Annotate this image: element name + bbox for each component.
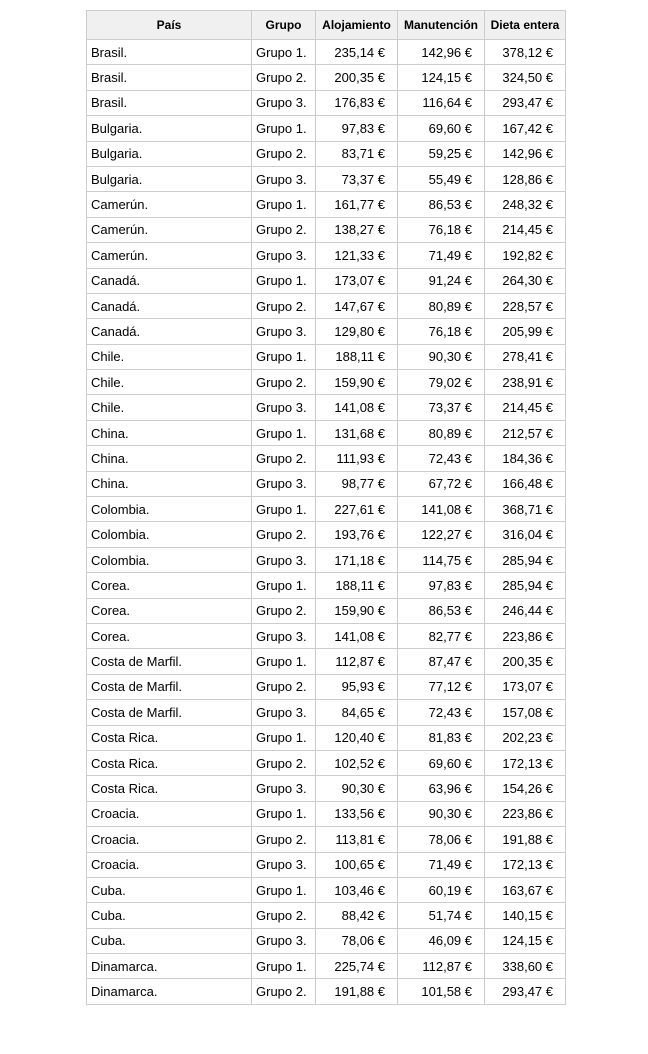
cell-lodging: 133,56 € (316, 801, 398, 826)
cell-meals: 51,74 € (398, 903, 485, 928)
table-row (87, 166, 566, 191)
cell-lodging: 188,11 € (316, 573, 398, 598)
table-row (87, 65, 566, 90)
cell-meals: 73,37 € (398, 395, 485, 420)
cell-meals: 86,53 € (398, 598, 485, 623)
cell-meals: 46,09 € (398, 928, 485, 953)
cell-full-allowance: 192,82 € (485, 243, 566, 268)
cell-meals: 82,77 € (398, 623, 485, 648)
cell-lodging: 235,14 € (316, 40, 398, 65)
cell-country: Corea. (87, 623, 252, 648)
table-row (87, 725, 566, 750)
cell-full-allowance: 293,47 € (485, 979, 566, 1004)
cell-country: China. (87, 471, 252, 496)
cell-country: Colombia. (87, 497, 252, 522)
cell-full-allowance: 191,88 € (485, 827, 566, 852)
cell-meals: 76,18 € (398, 319, 485, 344)
cell-country: Brasil. (87, 40, 252, 65)
cell-meals: 112,87 € (398, 954, 485, 979)
cell-meals: 142,96 € (398, 40, 485, 65)
cell-country: Croacia. (87, 827, 252, 852)
table-row (87, 319, 566, 344)
cell-country: Cuba. (87, 928, 252, 953)
cell-country: China. (87, 420, 252, 445)
cell-full-allowance: 140,15 € (485, 903, 566, 928)
cell-country: Canadá. (87, 319, 252, 344)
table-row (87, 395, 566, 420)
cell-full-allowance: 124,15 € (485, 928, 566, 953)
cell-full-allowance: 223,86 € (485, 623, 566, 648)
cell-full-allowance: 324,50 € (485, 65, 566, 90)
cell-lodging: 73,37 € (316, 166, 398, 191)
cell-meals: 72,43 € (398, 446, 485, 471)
cell-country: Costa de Marfil. (87, 700, 252, 725)
cell-full-allowance: 166,48 € (485, 471, 566, 496)
cell-lodging: 191,88 € (316, 979, 398, 1004)
cell-meals: 69,60 € (398, 116, 485, 141)
cell-group: Grupo 2. (252, 141, 316, 166)
cell-lodging: 129,80 € (316, 319, 398, 344)
cell-full-allowance: 248,32 € (485, 192, 566, 217)
cell-full-allowance: 128,86 € (485, 166, 566, 191)
cell-lodging: 141,08 € (316, 623, 398, 648)
table-row (87, 90, 566, 115)
cell-full-allowance: 154,26 € (485, 776, 566, 801)
cell-country: Costa Rica. (87, 725, 252, 750)
cell-full-allowance: 338,60 € (485, 954, 566, 979)
cell-lodging: 121,33 € (316, 243, 398, 268)
cell-lodging: 173,07 € (316, 268, 398, 293)
cell-lodging: 88,42 € (316, 903, 398, 928)
column-header-full-allowance: Dieta entera (485, 11, 566, 40)
cell-meals: 59,25 € (398, 141, 485, 166)
cell-meals: 80,89 € (398, 293, 485, 318)
cell-meals: 76,18 € (398, 217, 485, 242)
table-row (87, 928, 566, 953)
cell-group: Grupo 3. (252, 623, 316, 648)
cell-group: Grupo 3. (252, 319, 316, 344)
cell-meals: 63,96 € (398, 776, 485, 801)
table-row (87, 598, 566, 623)
cell-country: Costa de Marfil. (87, 674, 252, 699)
cell-lodging: 200,35 € (316, 65, 398, 90)
cell-full-allowance: 157,08 € (485, 700, 566, 725)
cell-meals: 116,64 € (398, 90, 485, 115)
table-row (87, 801, 566, 826)
cell-lodging: 171,18 € (316, 547, 398, 572)
cell-full-allowance: 238,91 € (485, 370, 566, 395)
cell-group: Grupo 2. (252, 674, 316, 699)
cell-meals: 69,60 € (398, 750, 485, 775)
cell-full-allowance: 172,13 € (485, 750, 566, 775)
table-row (87, 344, 566, 369)
cell-meals: 78,06 € (398, 827, 485, 852)
cell-full-allowance: 205,99 € (485, 319, 566, 344)
table-row (87, 674, 566, 699)
cell-lodging: 103,46 € (316, 877, 398, 902)
cell-meals: 122,27 € (398, 522, 485, 547)
cell-lodging: 102,52 € (316, 750, 398, 775)
cell-meals: 80,89 € (398, 420, 485, 445)
cell-meals: 60,19 € (398, 877, 485, 902)
cell-lodging: 84,65 € (316, 700, 398, 725)
cell-meals: 77,12 € (398, 674, 485, 699)
cell-country: Chile. (87, 370, 252, 395)
table-row (87, 877, 566, 902)
cell-group: Grupo 3. (252, 243, 316, 268)
cell-lodging: 112,87 € (316, 649, 398, 674)
cell-full-allowance: 214,45 € (485, 217, 566, 242)
table-header (87, 11, 566, 40)
cell-full-allowance: 163,67 € (485, 877, 566, 902)
cell-full-allowance: 293,47 € (485, 90, 566, 115)
cell-meals: 81,83 € (398, 725, 485, 750)
table-row (87, 471, 566, 496)
table-row (87, 446, 566, 471)
cell-lodging: 100,65 € (316, 852, 398, 877)
cell-meals: 124,15 € (398, 65, 485, 90)
table-row (87, 623, 566, 648)
allowance-table (86, 10, 566, 1005)
cell-lodging: 111,93 € (316, 446, 398, 471)
cell-lodging: 83,71 € (316, 141, 398, 166)
cell-country: Dinamarca. (87, 979, 252, 1004)
cell-lodging: 147,67 € (316, 293, 398, 318)
cell-group: Grupo 1. (252, 877, 316, 902)
cell-meals: 79,02 € (398, 370, 485, 395)
cell-group: Grupo 2. (252, 750, 316, 775)
table-row (87, 243, 566, 268)
cell-full-allowance: 264,30 € (485, 268, 566, 293)
cell-group: Grupo 1. (252, 192, 316, 217)
cell-country: Bulgaria. (87, 166, 252, 191)
cell-meals: 67,72 € (398, 471, 485, 496)
cell-full-allowance: 214,45 € (485, 395, 566, 420)
cell-country: Colombia. (87, 522, 252, 547)
cell-meals: 90,30 € (398, 801, 485, 826)
table-row (87, 370, 566, 395)
cell-full-allowance: 172,13 € (485, 852, 566, 877)
cell-lodging: 159,90 € (316, 598, 398, 623)
cell-lodging: 225,74 € (316, 954, 398, 979)
cell-group: Grupo 3. (252, 395, 316, 420)
cell-lodging: 98,77 € (316, 471, 398, 496)
cell-group: Grupo 3. (252, 471, 316, 496)
cell-lodging: 161,77 € (316, 192, 398, 217)
cell-full-allowance: 316,04 € (485, 522, 566, 547)
cell-meals: 86,53 € (398, 192, 485, 217)
cell-country: Croacia. (87, 852, 252, 877)
cell-lodging: 97,83 € (316, 116, 398, 141)
cell-country: Brasil. (87, 65, 252, 90)
cell-group: Grupo 1. (252, 954, 316, 979)
table-row (87, 217, 566, 242)
cell-group: Grupo 2. (252, 65, 316, 90)
cell-group: Grupo 2. (252, 903, 316, 928)
cell-group: Grupo 2. (252, 370, 316, 395)
cell-lodging: 138,27 € (316, 217, 398, 242)
cell-lodging: 95,93 € (316, 674, 398, 699)
cell-country: Chile. (87, 395, 252, 420)
cell-lodging: 78,06 € (316, 928, 398, 953)
cell-meals: 101,58 € (398, 979, 485, 1004)
cell-full-allowance: 223,86 € (485, 801, 566, 826)
column-header-meals: Manutención (398, 11, 485, 40)
cell-group: Grupo 3. (252, 928, 316, 953)
cell-full-allowance: 184,36 € (485, 446, 566, 471)
cell-meals: 71,49 € (398, 852, 485, 877)
cell-country: Dinamarca. (87, 954, 252, 979)
cell-group: Grupo 1. (252, 344, 316, 369)
table-row (87, 420, 566, 445)
table-row (87, 979, 566, 1004)
cell-country: Camerún. (87, 192, 252, 217)
cell-group: Grupo 3. (252, 700, 316, 725)
cell-lodging: 227,61 € (316, 497, 398, 522)
cell-meals: 114,75 € (398, 547, 485, 572)
table-row (87, 497, 566, 522)
cell-group: Grupo 3. (252, 852, 316, 877)
cell-full-allowance: 228,57 € (485, 293, 566, 318)
cell-group: Grupo 2. (252, 827, 316, 852)
cell-group: Grupo 1. (252, 801, 316, 826)
cell-full-allowance: 202,23 € (485, 725, 566, 750)
cell-lodging: 131,68 € (316, 420, 398, 445)
cell-country: Corea. (87, 573, 252, 598)
cell-meals: 141,08 € (398, 497, 485, 522)
cell-full-allowance: 200,35 € (485, 649, 566, 674)
header-row (87, 11, 566, 40)
cell-full-allowance: 378,12 € (485, 40, 566, 65)
table-body (87, 40, 566, 1005)
cell-full-allowance: 212,57 € (485, 420, 566, 445)
table-row (87, 903, 566, 928)
cell-group: Grupo 1. (252, 40, 316, 65)
cell-lodging: 193,76 € (316, 522, 398, 547)
table-row (87, 750, 566, 775)
cell-group: Grupo 1. (252, 497, 316, 522)
table-row (87, 547, 566, 572)
cell-group: Grupo 3. (252, 166, 316, 191)
cell-group: Grupo 2. (252, 979, 316, 1004)
cell-meals: 90,30 € (398, 344, 485, 369)
table-row (87, 268, 566, 293)
cell-full-allowance: 278,41 € (485, 344, 566, 369)
cell-group: Grupo 2. (252, 446, 316, 471)
table-row (87, 522, 566, 547)
cell-group: Grupo 1. (252, 573, 316, 598)
cell-country: Canadá. (87, 293, 252, 318)
cell-country: Croacia. (87, 801, 252, 826)
table-row (87, 192, 566, 217)
cell-full-allowance: 167,42 € (485, 116, 566, 141)
cell-country: Brasil. (87, 90, 252, 115)
table-row (87, 827, 566, 852)
cell-group: Grupo 3. (252, 776, 316, 801)
cell-country: Canadá. (87, 268, 252, 293)
table-row (87, 293, 566, 318)
cell-country: Cuba. (87, 877, 252, 902)
column-header-lodging: Alojamiento (316, 11, 398, 40)
cell-lodging: 90,30 € (316, 776, 398, 801)
cell-lodging: 159,90 € (316, 370, 398, 395)
cell-lodging: 188,11 € (316, 344, 398, 369)
table-row (87, 852, 566, 877)
cell-group: Grupo 2. (252, 598, 316, 623)
cell-lodging: 113,81 € (316, 827, 398, 852)
cell-country: Camerún. (87, 217, 252, 242)
cell-country: Bulgaria. (87, 116, 252, 141)
table-row (87, 141, 566, 166)
cell-meals: 55,49 € (398, 166, 485, 191)
cell-group: Grupo 3. (252, 90, 316, 115)
cell-full-allowance: 285,94 € (485, 573, 566, 598)
cell-lodging: 176,83 € (316, 90, 398, 115)
table-row (87, 573, 566, 598)
cell-country: China. (87, 446, 252, 471)
table-row (87, 700, 566, 725)
column-header-group: Grupo (252, 11, 316, 40)
cell-group: Grupo 2. (252, 217, 316, 242)
cell-country: Corea. (87, 598, 252, 623)
table-row (87, 954, 566, 979)
cell-country: Cuba. (87, 903, 252, 928)
cell-group: Grupo 1. (252, 116, 316, 141)
cell-group: Grupo 1. (252, 268, 316, 293)
table-row (87, 116, 566, 141)
cell-meals: 71,49 € (398, 243, 485, 268)
cell-country: Costa Rica. (87, 750, 252, 775)
cell-group: Grupo 1. (252, 420, 316, 445)
cell-country: Bulgaria. (87, 141, 252, 166)
cell-full-allowance: 142,96 € (485, 141, 566, 166)
cell-country: Costa de Marfil. (87, 649, 252, 674)
table-row (87, 776, 566, 801)
cell-full-allowance: 173,07 € (485, 674, 566, 699)
cell-lodging: 141,08 € (316, 395, 398, 420)
cell-group: Grupo 2. (252, 293, 316, 318)
cell-full-allowance: 285,94 € (485, 547, 566, 572)
table-row (87, 649, 566, 674)
cell-lodging: 120,40 € (316, 725, 398, 750)
cell-group: Grupo 3. (252, 547, 316, 572)
cell-meals: 97,83 € (398, 573, 485, 598)
cell-country: Chile. (87, 344, 252, 369)
cell-meals: 72,43 € (398, 700, 485, 725)
cell-country: Costa Rica. (87, 776, 252, 801)
cell-group: Grupo 2. (252, 522, 316, 547)
cell-full-allowance: 368,71 € (485, 497, 566, 522)
table-row (87, 40, 566, 65)
cell-country: Colombia. (87, 547, 252, 572)
cell-full-allowance: 246,44 € (485, 598, 566, 623)
cell-country: Camerún. (87, 243, 252, 268)
column-header-country: País (87, 11, 252, 40)
cell-meals: 91,24 € (398, 268, 485, 293)
cell-meals: 87,47 € (398, 649, 485, 674)
cell-group: Grupo 1. (252, 725, 316, 750)
cell-group: Grupo 1. (252, 649, 316, 674)
